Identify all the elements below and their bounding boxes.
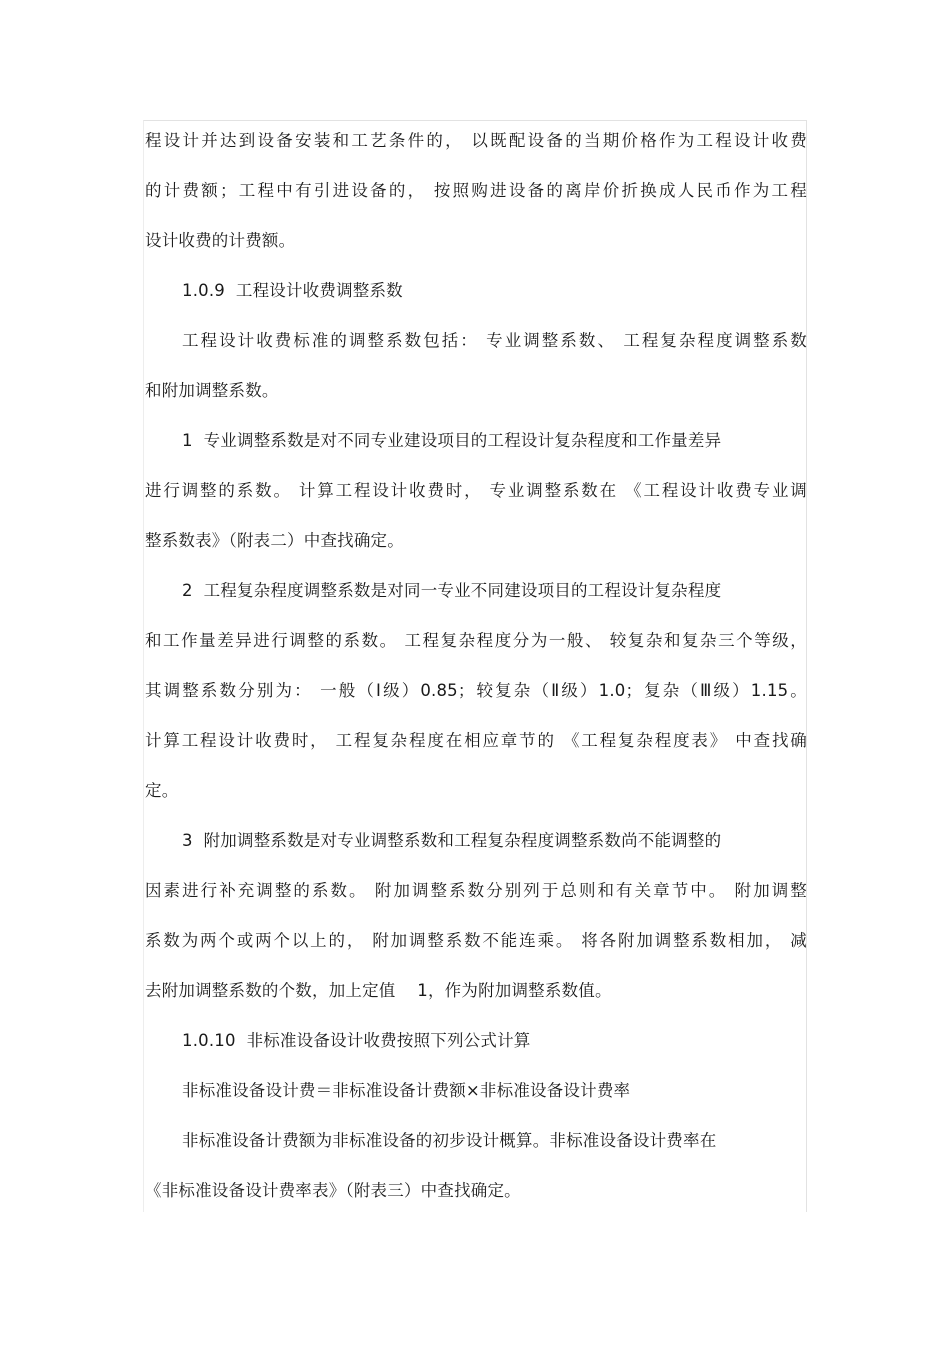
- text-line: 1 专业调整系数是对不同专业建设项目的工程设计复杂程度和工作量差异: [182, 431, 722, 450]
- text-line: 设计收费的计费额。: [145, 231, 296, 250]
- text-line: 2 工程复杂程度调整系数是对同一专业不同建设项目的工程设计复杂程度: [182, 581, 722, 600]
- text-line: 非标准设备计费额为非标准设备的初步设计概算。非标准设备设计费率在: [182, 1131, 717, 1150]
- text-line: 进行调整的系数。 计算工程设计收费时， 专业调整系数在 《工程设计收费专业调: [145, 481, 807, 500]
- text-line: 定。: [145, 781, 179, 800]
- text-line: 和附加调整系数。: [145, 381, 279, 400]
- text-line: 整系数表》（附表二）中查找确定。: [145, 531, 404, 550]
- text-line: 计算工程设计收费时， 工程复杂程度在相应章节的 《工程复杂程度表》 中查找确: [145, 731, 807, 750]
- section-heading: 1.0.9 工程设计收费调整系数: [182, 281, 403, 300]
- formula-line: 非标准设备设计费＝非标准设备计费额×非标准设备设计费率: [182, 1081, 631, 1100]
- text-line: 工程设计收费标准的调整系数包括： 专业调整系数、 工程复杂程度调整系数: [182, 331, 807, 350]
- text-line: 《非标准设备设计费率表》（附表三）中查找确定。: [145, 1181, 521, 1200]
- text-line: 因素进行补充调整的系数。 附加调整系数分别列于总则和有关章节中。 附加调整: [145, 881, 807, 900]
- text-line: 的计费额；工程中有引进设备的， 按照购进设备的离岸价折换成人民币作为工程: [145, 181, 807, 200]
- text-line: 系数为两个或两个以上的， 附加调整系数不能连乘。 将各附加调整系数相加， 减: [145, 931, 807, 950]
- text-line: 和工作量差异进行调整的系数。 工程复杂程度分为一般、 较复杂和复杂三个等级，: [145, 631, 807, 650]
- text-line: 程设计并达到设备安装和工艺条件的， 以既配设备的当期价格作为工程设计收费: [145, 131, 807, 150]
- text-line: 3 附加调整系数是对专业调整系数和工程复杂程度调整系数尚不能调整的: [182, 831, 722, 850]
- section-heading: 1.0.10 非标准设备设计收费按照下列公式计算: [182, 1031, 531, 1050]
- text-line: 去附加调整系数的个数，加上定值 1，作为附加调整系数值。: [145, 981, 612, 1000]
- text-line: 其调整系数分别为： 一般（Ⅰ级）0.85；较复杂（Ⅱ级）1.0；复杂（Ⅲ级）1.15。: [145, 681, 807, 700]
